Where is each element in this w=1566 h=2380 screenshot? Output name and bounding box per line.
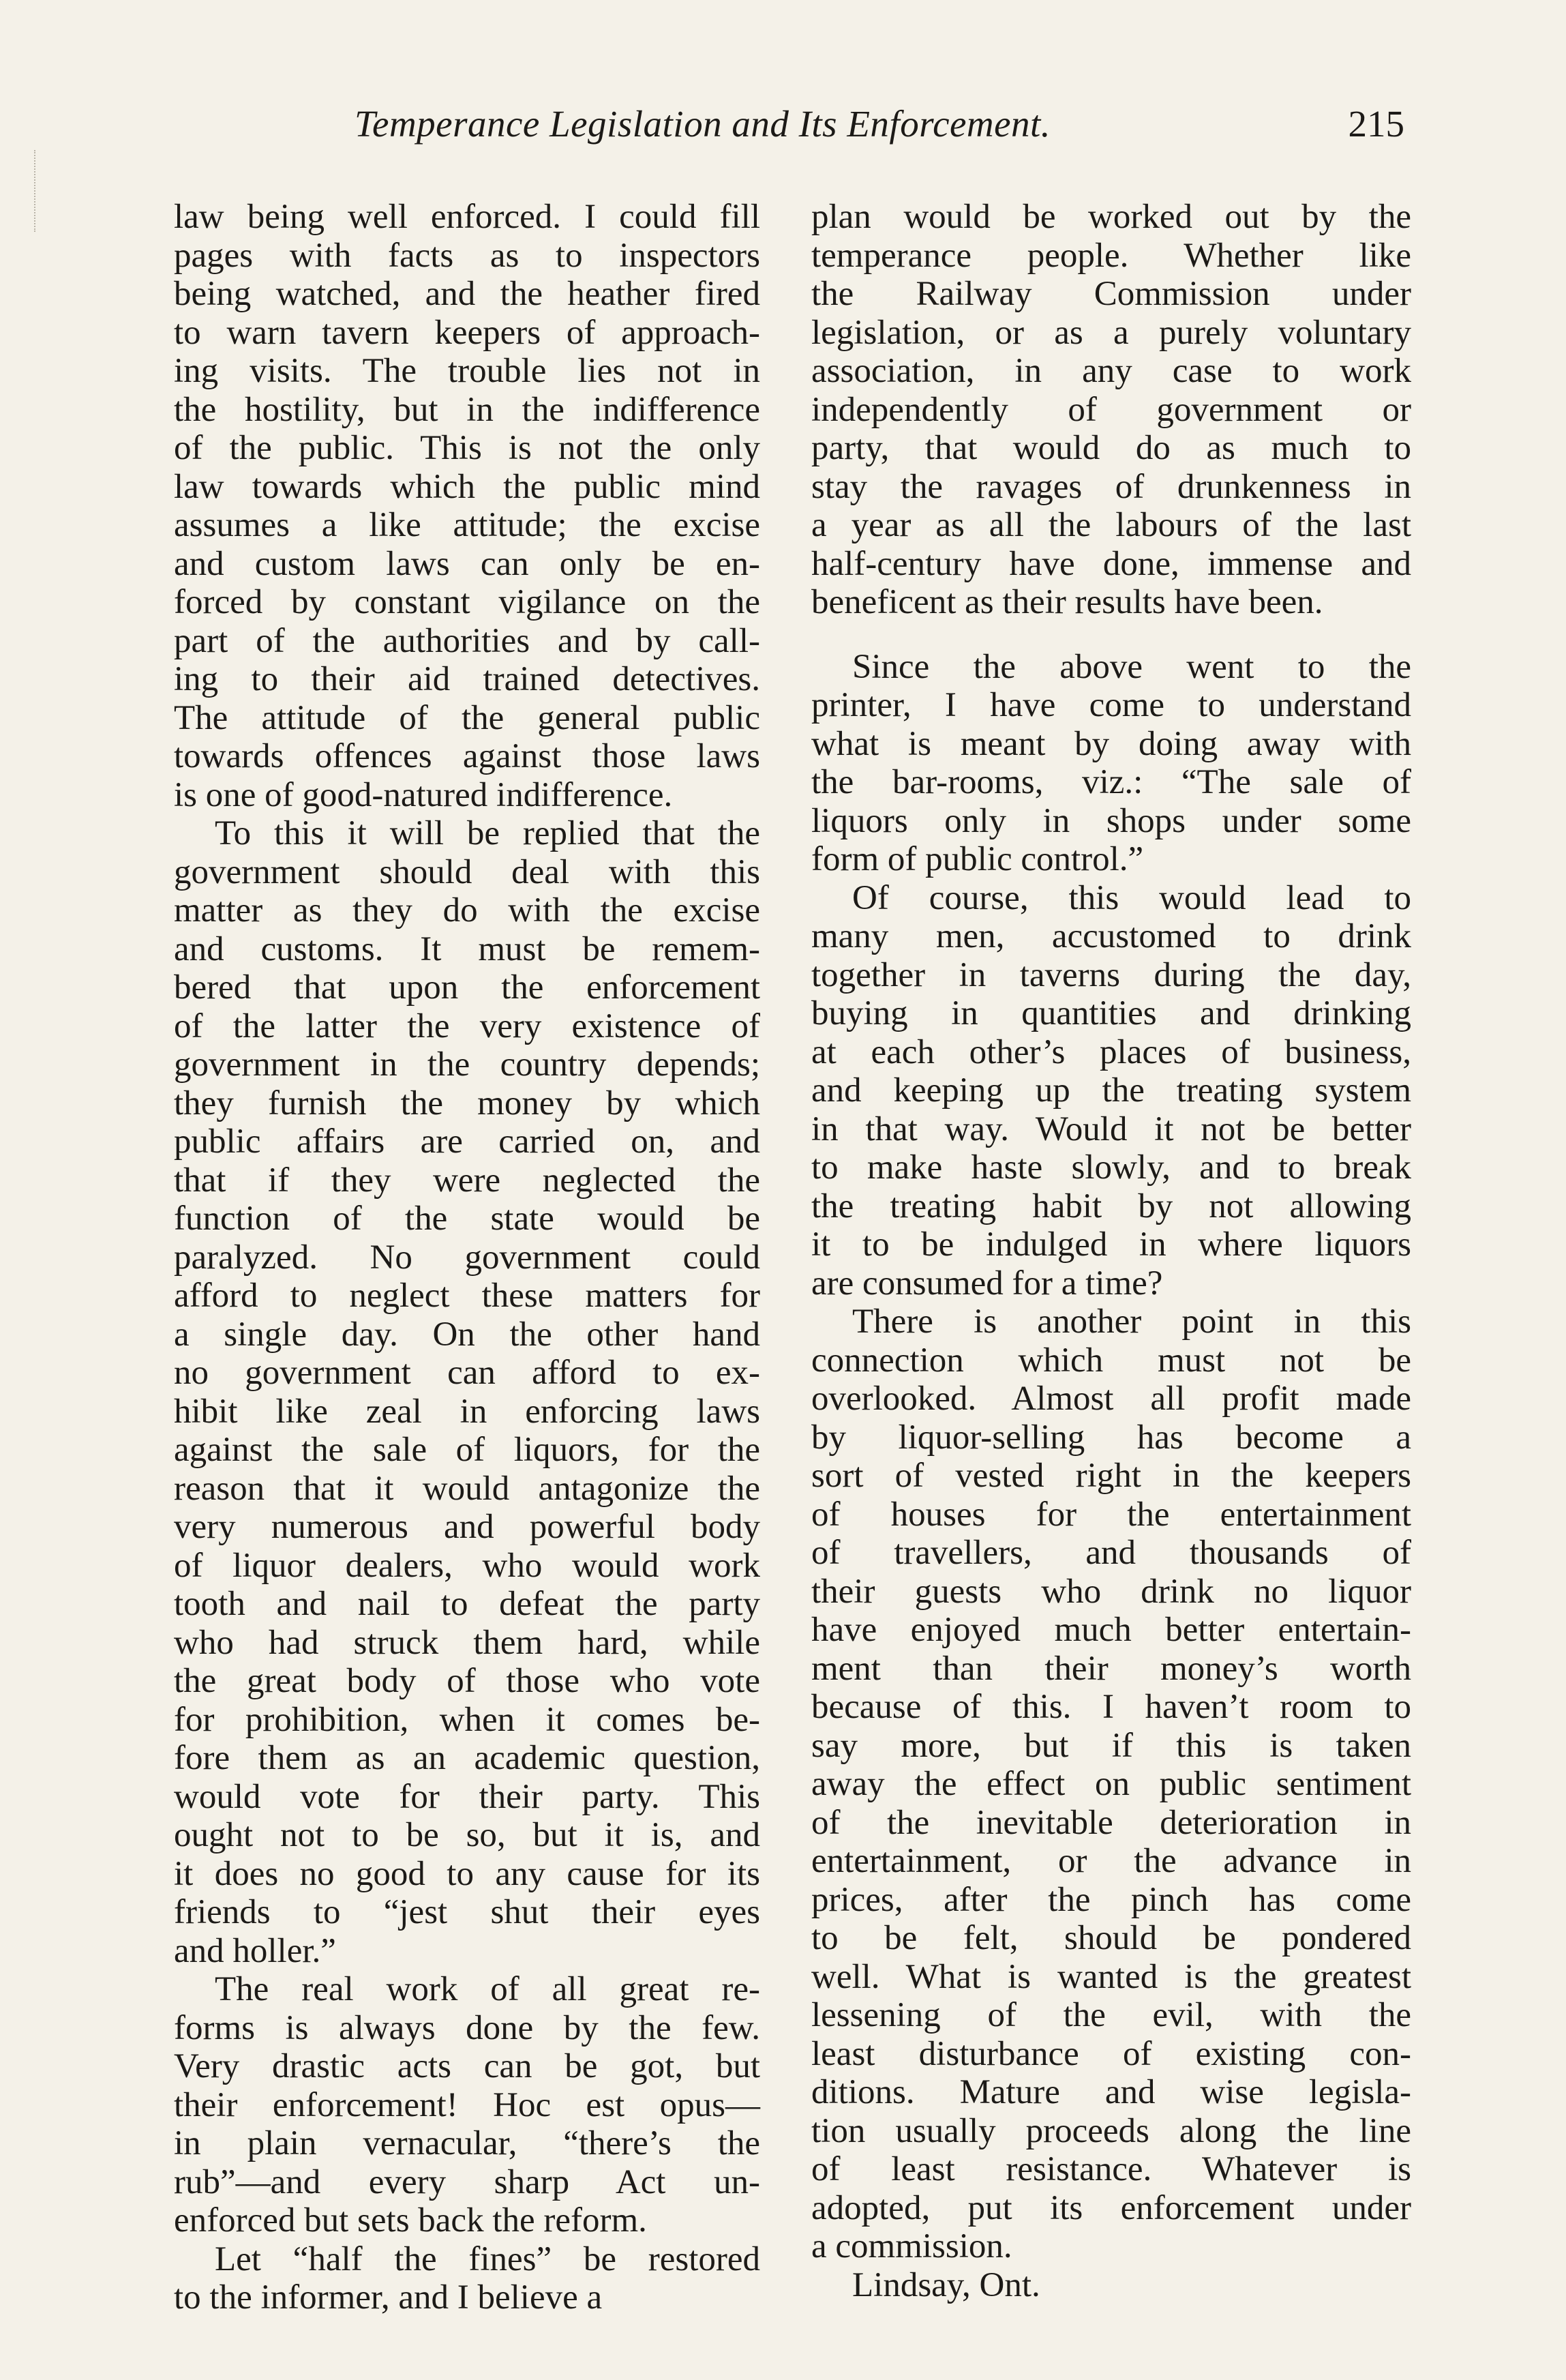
text-line: buying in quantities and drinking [811,994,1411,1032]
text-line: what is meant by doing away with [811,724,1411,763]
paragraph [811,879,1411,1303]
text-line: Since the above went to the [852,647,1411,686]
text-line: are consumed for a time? [811,1264,1163,1303]
text-line: at each other’s places of business, [811,1032,1411,1071]
text-line: the hostility, but in the indifference [174,390,760,429]
text-line: tooth and nail to defeat the party [174,1585,760,1623]
text-line: rub”—and every sharp Act un- [174,2162,760,2201]
paragraph [174,1970,760,2240]
text-line: The real work of all great re- [215,1970,760,2008]
signature [811,2266,1411,2305]
text-line: printer, I have come to understand [811,686,1411,724]
right-column [811,198,1411,2304]
text-line: association, in any case to work [811,352,1411,390]
text-line: function of the state would be [174,1200,760,1238]
text-line: public affairs are carried on, and [174,1122,760,1161]
text-line: a year as all the labours of the last [811,506,1411,544]
text-line: entertainment, or the advance in [811,1842,1411,1880]
text-line: of the inevitable deterioration in [811,1803,1411,1842]
text-line: hibit like zeal in enforcing laws [174,1392,760,1431]
text-line: of least resistance. Whatever is [811,2150,1411,2188]
text-line: away the effect on public sentiment [811,1765,1411,1803]
paragraph [174,814,760,1970]
text-line: least disturbance of existing con- [811,2034,1411,2073]
paragraph [811,648,1411,879]
text-line: law being well enforced. I could fill [174,198,760,236]
text-line: a single day. On the other hand [174,1315,760,1354]
text-line: pages with facts as to inspectors [174,236,760,275]
text-line: very numerous and powerful body [174,1508,760,1546]
text-line: overlooked. Almost all profit made [811,1380,1411,1418]
text-line: the Railway Commission under [811,275,1411,313]
text-line: party, that would do as much to [811,429,1411,467]
text-line: they furnish the money by which [174,1084,760,1122]
text-line: Very drastic acts can be got, but [174,2047,760,2085]
text-line: because of this. I haven’t room to [811,1688,1411,1726]
text-line: Of course, this would lead to [852,878,1411,917]
text-line: paralyzed. No government could [174,1238,760,1277]
signature-line: Lindsay, Ont. [852,2265,1040,2304]
text-line: temperance people. Whether like [811,236,1411,275]
text-line: The attitude of the general public [174,698,760,737]
text-line: to make haste slowly, and to break [811,1148,1411,1187]
text-line: stay the ravages of drunkenness in [811,467,1411,506]
paragraph [174,2240,760,2317]
text-line: by liquor-selling has become a [811,1418,1411,1457]
text-line: beneficent as their results have been. [811,583,1323,621]
paragraph [811,198,1411,622]
text-line: prices, after the pinch has come [811,1880,1411,1919]
text-line: plan would be worked out by the [811,198,1411,236]
text-line: against the sale of liquors, for the [174,1431,760,1469]
text-line: in that way. Would it not be better [811,1110,1411,1148]
text-line: forced by constant vigilance on the [174,583,760,621]
text-line: form of public control.” [811,840,1144,878]
text-line: ment than their money’s worth [811,1649,1411,1688]
text-line: and holler.” [174,1931,336,1970]
text-line: of the public. This is not the only [174,429,760,467]
text-line: adopted, put its enforcement under [811,2188,1411,2227]
text-line: half-century have done, immense and [811,544,1411,583]
text-line: and customs. It must be remem- [174,929,760,968]
text-line: connection which must not be [811,1341,1411,1380]
text-line: part of the authorities and by call- [174,621,760,660]
text-line: who had struck them hard, while [174,1623,760,1662]
text-line: many men, accustomed to drink [811,917,1411,955]
text-line: fore them as an academic question, [174,1739,760,1777]
text-line: the treating habit by not allowing [811,1187,1411,1225]
page-number: 215 [1348,103,1404,145]
page-header [355,102,1404,157]
text-line: ing visits. The trouble lies not in [174,352,760,390]
text-line: would vote for their party. This [174,1777,760,1816]
text-line: together in taverns during the day, [811,955,1411,994]
text-line: in plain vernacular, “there’s the [174,2124,760,2162]
text-line: bered that upon the enforcement [174,968,760,1007]
text-line: being watched, and the heather fired [174,275,760,313]
text-line: and keeping up the treating system [811,1071,1411,1110]
text-line: of travellers, and thousands of [811,1534,1411,1572]
text-line: tion usually proceeds along the line [811,2111,1411,2150]
text-line: of the latter the very existence of [174,1007,760,1045]
text-line: To this it will be replied that the [215,814,760,852]
text-line: to the informer, and I believe a [174,2278,603,2317]
text-line: enforced but sets back the reform. [174,2201,647,2240]
text-line: no government can afford to ex- [174,1354,760,1392]
text-line: Let “half the fines” be restored [215,2240,760,2278]
text-line: government should deal with this [174,852,760,891]
text-line: say more, but if this is taken [811,1726,1411,1765]
text-line: reason that it would antagonize the [174,1469,760,1508]
text-line: their enforcement! Hoc est opus— [174,2085,760,2124]
text-line: independently of government or [811,390,1411,429]
margin-dots [34,150,40,232]
text-line: government in the country depends; [174,1045,760,1084]
text-line: towards offences against those laws [174,737,760,775]
text-line: legislation, or as a purely voluntary [811,313,1411,352]
text-line: lessening of the evil, with the [811,1996,1411,2034]
text-line: liquors only in shops under some [811,801,1411,840]
text-line: well. What is wanted is the greatest [811,1957,1411,1996]
text-line: forms is always done by the few. [174,2008,760,2047]
text-line: assumes a like attitude; the excise [174,506,760,544]
text-line: of liquor dealers, who would work [174,1546,760,1585]
text-line: for prohibition, when it comes be- [174,1700,760,1739]
text-line: to warn tavern keepers of approach- [174,313,760,352]
text-line: afford to neglect these matters for [174,1277,760,1315]
text-line: ing to their aid trained detectives. [174,660,760,698]
text-line: ought not to be so, but it is, and [174,1816,760,1854]
text-line: ditions. Mature and wise legisla- [811,2073,1411,2111]
text-line: it to be indulged in where liquors [811,1225,1411,1264]
text-line: sort of vested right in the keepers [811,1457,1411,1495]
text-line: to be felt, should be pondered [811,1919,1411,1957]
text-line: There is another point in this [852,1303,1411,1341]
text-line: their guests who drink no liquor [811,1572,1411,1611]
text-line: that if they were neglected the [174,1161,760,1200]
text-line: of houses for the entertainment [811,1495,1411,1534]
paragraph [811,1303,1411,2266]
left-column [174,198,760,2317]
text-line: have enjoyed much better entertain- [811,1611,1411,1649]
text-line: and custom laws can only be en- [174,544,760,583]
text-line: the great body of those who vote [174,1662,760,1700]
text-line: the bar-rooms, viz.: “The sale of [811,763,1411,801]
running-title: Temperance Legislation and Its Enforcement. [355,103,1051,145]
text-line: is one of good-natured indifference. [174,775,673,814]
text-line: a commission. [811,2227,1012,2265]
paragraph [174,198,760,814]
text-line: law towards which the public mind [174,467,760,506]
text-line: matter as they do with the excise [174,891,760,929]
text-line: friends to “jest shut their eyes [174,1893,760,1931]
text-line: it does no good to any cause for its [174,1854,760,1893]
